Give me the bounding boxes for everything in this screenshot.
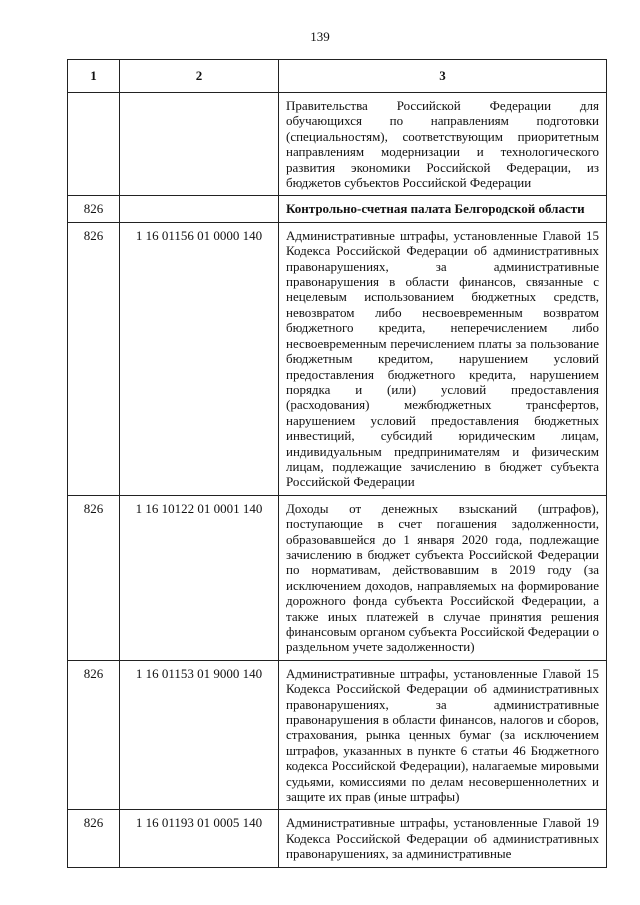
table-header-row xyxy=(68,60,607,93)
revenue-code-cell: 1 16 01156 01 0000 140 xyxy=(120,222,279,495)
admin-code-cell: 826 xyxy=(68,495,120,660)
revenue-code-cell: 1 16 01193 01 0005 140 xyxy=(120,810,279,867)
revenue-name-cell: Правительства Российской Федерации для обучающихся по направлениям подготовки (специальностям), соответствующим приоритетным направлениям модернизации и технологического развития экономики Российской Федерации, из бюджетов субъектов Российской Федерации xyxy=(279,93,607,196)
table-row xyxy=(68,196,607,222)
table-row xyxy=(68,660,607,810)
page-number: 139 xyxy=(310,29,330,44)
revenue-name-cell: Доходы от денежных взысканий (штрафов), поступающие в счет погашения задолженности, образовавшейся до 1 января 2020 года, подлежащие зачислению в бюджет субъекта Российской Федерации по нормативам, действовавшим в 2019 году (за исключением доходов, направляемых на формирование дорожного фонда субъекта Российской Федерации, а также иных платежей в случае принятия решения финансовым органом субъекта Российской Федерации о раздельном учете задолженности) xyxy=(279,495,607,660)
revenue-name-cell: Административные штрафы, установленные Главой 15 Кодекса Российской Федерации об административных правонарушениях, за административные правонарушения в области финансов, связанные с нецелевым использованием бюджетных средств, невозвратом либо несвоевременным возвратом бюджетного кредита, неперечислением либо несвоевременным перечислением платы за пользование бюджетным кредитом, нарушением условий предоставления бюджетного кредита, нарушением порядка и (или) условий предоставления (расходования) межбюджетных трансфертов, нарушением условий предоставления бюджетных инвестиций, субсидий юридическим лицам, индивидуальным предпринимателям и физическим лицам, подлежащие зачислению в бюджет субъекта Российской Федерации xyxy=(279,222,607,495)
revenue-code-cell: 1 16 10122 01 0001 140 xyxy=(120,495,279,660)
revenue-code-cell xyxy=(120,196,279,222)
revenue-code-cell: 1 16 01153 01 9000 140 xyxy=(120,660,279,810)
admin-code-cell xyxy=(68,93,120,196)
table-row xyxy=(68,495,607,660)
table-row xyxy=(68,222,607,495)
document-table xyxy=(67,59,607,868)
admin-code-cell: 826 xyxy=(68,660,120,810)
admin-code-cell: 826 xyxy=(68,196,120,222)
revenue-code-cell xyxy=(120,93,279,196)
column-header-3: 3 xyxy=(279,60,607,93)
table-row xyxy=(68,810,607,867)
table-body xyxy=(68,93,607,868)
admin-code-cell: 826 xyxy=(68,222,120,495)
table-row xyxy=(68,93,607,196)
admin-code-cell: 826 xyxy=(68,810,120,867)
revenue-name-cell: Административные штрафы, установленные Главой 19 Кодекса Российской Федерации об административных правонарушениях, за административные xyxy=(279,810,607,867)
column-header-2: 2 xyxy=(120,60,279,93)
revenue-name-cell: Контрольно-счетная палата Белгородской области xyxy=(279,196,607,222)
revenue-name-cell: Административные штрафы, установленные Главой 15 Кодекса Российской Федерации об административных правонарушениях, за административные правонарушения в области финансов, налогов и сборов, страхования, рынка ценных бумаг (за исключением штрафов, указанных в пункте 6 статьи 46 Бюджетного кодекса Российской Федерации), налагаемые мировыми судьями, комиссиями по делам несовершеннолетних и защите их прав (иные штрафы) xyxy=(279,660,607,810)
column-header-1: 1 xyxy=(68,60,120,93)
